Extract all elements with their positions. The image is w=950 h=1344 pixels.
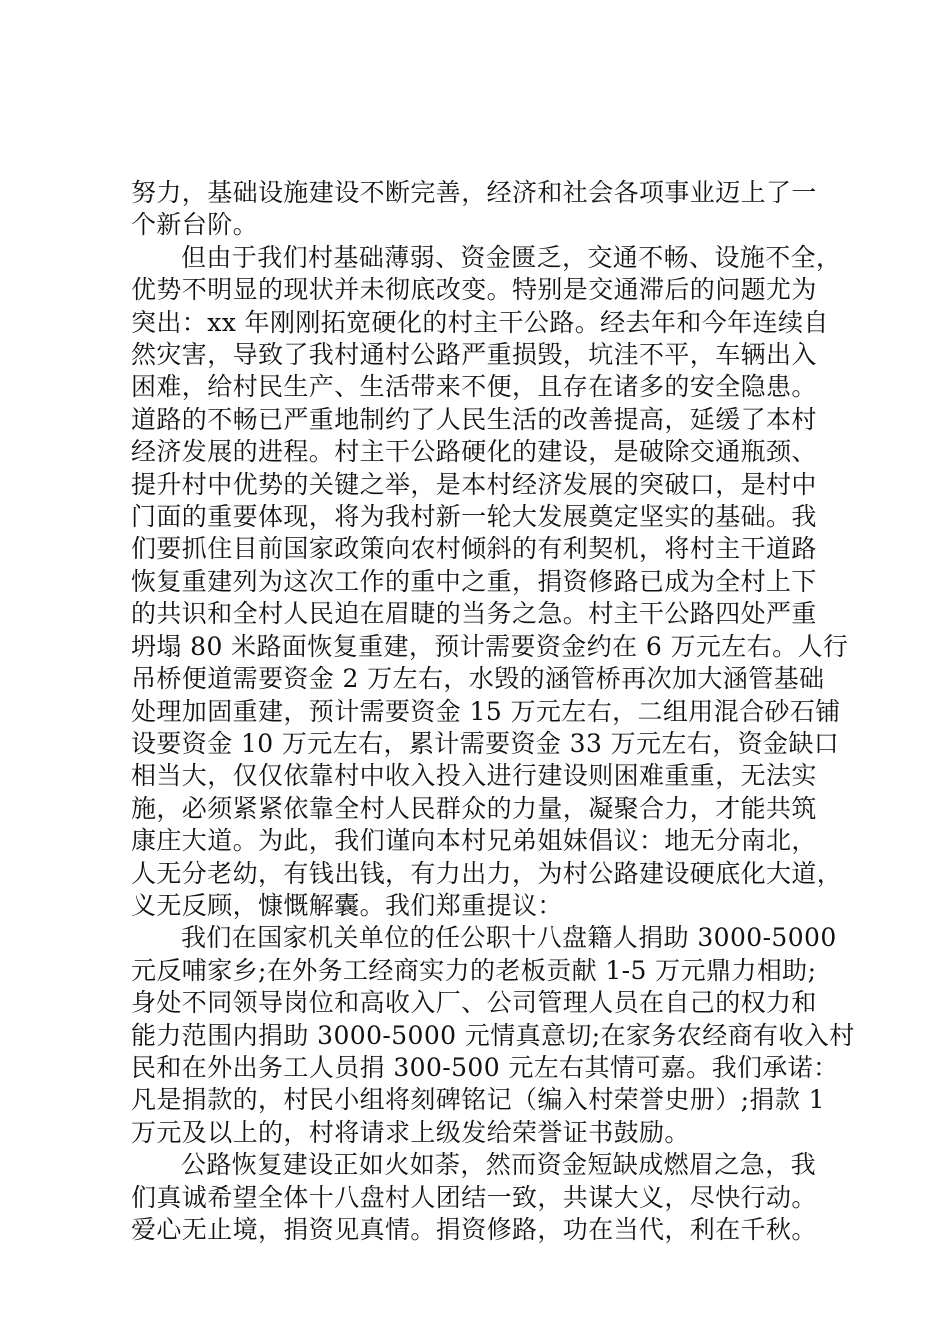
text-line: 们要抓住目前国家政策向农村倾斜的有利契机，将村主干道路 — [131, 534, 817, 564]
text-line: 能力范围内捐助 3000-5000 元情真意切;在家务农经商有收入村 — [131, 1020, 855, 1050]
text-line: 然灾害，导致了我村通村公路严重损毁，坑洼不平，车辆出入 — [131, 340, 817, 370]
text-line: 门面的重要体现，将为我村新一轮大发展奠定坚实的基础。我 — [131, 502, 817, 532]
paragraph-2 — [131, 242, 849, 923]
text-line: 提升村中优势的关键之举，是本村经济发展的突破口，是村中 — [131, 469, 817, 499]
text-line: 突出：xx 年刚刚拓宽硬化的村主干公路。经去年和今年连续自 — [131, 307, 829, 337]
paragraph-1 — [131, 177, 831, 242]
text-line: 努力，基础设施建设不断完善，经济和社会各项事业迈上了一 — [131, 178, 817, 207]
text-line: 民和在外出务工人员捐 300-500 元左右其情可嘉。我们承诺： — [131, 1052, 839, 1082]
text-line: 爱心无止境，捐资见真情。捐资修路，功在当代，利在千秋。 — [131, 1215, 817, 1244]
text-line: 们真诚希望全体十八盘村人团结一致，共谋大义，尽快行动。 — [131, 1182, 817, 1212]
text-line: 个新台阶。 — [131, 210, 259, 240]
paragraph-3 — [131, 922, 855, 1149]
text-line: 相当大，仅仅依靠村中收入投入进行建设则困难重重，无法实 — [131, 761, 817, 791]
paragraph-4 — [131, 1149, 831, 1246]
text-line: 义无反顾，慷慨解囊。我们郑重提议： — [131, 890, 563, 920]
text-line: 我们在国家机关单位的任公职十八盘籍人捐助 3000-5000 — [181, 923, 837, 953]
text-line: 的共识和全村人民迫在眉睫的当务之急。村主干公路四处严重 — [131, 599, 817, 629]
text-line: 但由于我们村基础薄弱、资金匮乏，交通不畅、设施不全， — [181, 242, 842, 272]
text-line: 身处不同领导岗位和高收入厂、公司管理人员在自己的权力和 — [131, 988, 817, 1018]
text-line: 人无分老幼，有钱出钱，有力出力，为村公路建设硬底化大道， — [131, 858, 843, 888]
text-line: 吊桥便道需要资金 2 万左右，水毁的涵管桥再次加大涵管基础 — [131, 664, 825, 694]
text-line: 困难，给村民生产、生活带来不便，且存在诸多的安全隐患。 — [131, 372, 817, 402]
text-line: 元反哺家乡;在外务工经商实力的老板贡献 1-5 万元鼎力相助; — [131, 955, 817, 985]
text-line: 恢复重建列为这次工作的重中之重，捐资修路已成为全村上下 — [131, 566, 817, 596]
text-line: 坍塌 80 米路面恢复重建，预计需要资金约在 6 万元左右。人行 — [131, 631, 849, 661]
text-line: 凡是捐款的，村民小组将刻碑铭记（编入村荣誉史册）;捐款 1 — [131, 1085, 825, 1115]
text-line: 设要资金 10 万元左右，累计需要资金 33 万元左右，资金缺口 — [131, 728, 840, 758]
text-line: 康庄大道。为此，我们谨向本村兄弟姐妹倡议：地无分南北， — [131, 826, 817, 856]
text-line: 道路的不畅已严重地制约了人民生活的改善提高，延缓了本村 — [131, 404, 817, 434]
text-line: 万元及以上的，村将请求上级发给荣誉证书鼓励。 — [131, 1117, 690, 1147]
text-line: 经济发展的进程。村主干公路硬化的建设，是破除交通瓶颈、 — [131, 437, 817, 467]
text-line: 公路恢复建设正如火如荼，然而资金短缺成燃眉之急，我 — [181, 1150, 817, 1180]
document-body — [131, 177, 855, 1246]
text-line: 优势不明显的现状并未彻底改变。特别是交通滞后的问题尤为 — [131, 275, 817, 305]
text-line: 施，必须紧紧依靠全村人民群众的力量，凝聚合力，才能共筑 — [131, 793, 817, 823]
text-line: 处理加固重建，预计需要资金 15 万元左右，二组用混合砂石铺 — [131, 696, 841, 726]
